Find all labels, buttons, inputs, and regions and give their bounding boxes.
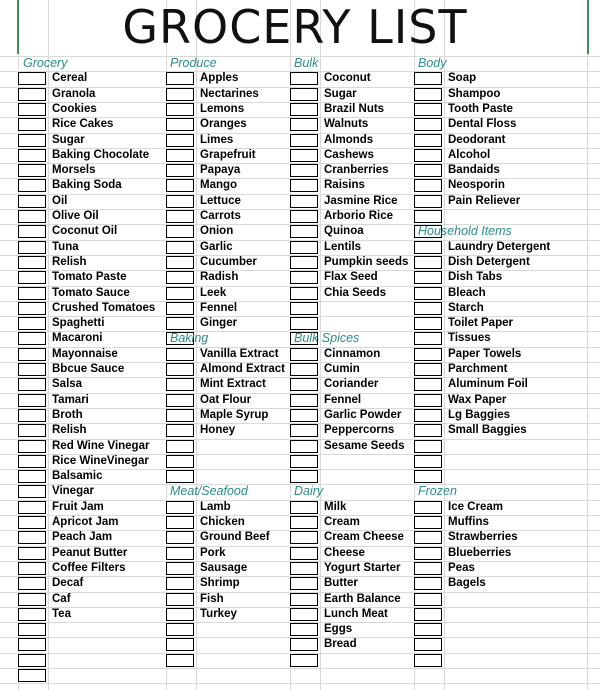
list-item: Arborio Rice	[324, 210, 394, 222]
list-item: Sesame Seeds	[324, 439, 405, 452]
list-item: Fish	[200, 592, 224, 605]
list-item: Fennel	[324, 393, 362, 406]
list-item: Butter	[324, 577, 358, 590]
checkbox[interactable]	[18, 577, 46, 590]
list-item: Peanut Butter	[52, 546, 128, 559]
list-item: Cream Cheese	[324, 531, 404, 544]
gridline-vertical	[444, 0, 445, 690]
checkbox[interactable]	[290, 256, 318, 269]
checkbox[interactable]	[290, 547, 318, 560]
list-item: Mint Extract	[200, 378, 266, 391]
checkbox[interactable]	[166, 118, 194, 131]
checkbox[interactable]	[18, 302, 46, 315]
checkbox[interactable]	[414, 72, 442, 85]
list-item: Peach Jam	[52, 531, 113, 544]
section-header: Produce	[170, 56, 217, 70]
list-item: Granola	[52, 87, 96, 100]
list-item: Limes	[200, 133, 234, 146]
checkbox[interactable]	[414, 195, 442, 208]
checkbox[interactable]	[414, 179, 442, 192]
checkbox[interactable]	[414, 332, 442, 345]
list-item: Coffee Filters	[52, 561, 126, 574]
checkbox[interactable]	[18, 271, 46, 284]
list-item: Radish	[200, 271, 239, 284]
checkbox[interactable]	[18, 608, 46, 621]
checkbox[interactable]	[18, 317, 46, 330]
checkbox[interactable]	[18, 623, 46, 636]
checkbox[interactable]	[290, 149, 318, 162]
checkbox[interactable]	[414, 531, 442, 544]
list-item: Quinoa	[324, 225, 364, 238]
list-item: Honey	[200, 424, 236, 437]
checkbox[interactable]	[166, 210, 194, 223]
checkbox[interactable]	[166, 256, 194, 269]
checkbox[interactable]	[414, 302, 442, 315]
list-item: Carrots	[200, 210, 241, 222]
checkbox[interactable]	[18, 516, 46, 529]
list-item: Lunch Meat	[324, 607, 388, 620]
list-item: Alcohol	[448, 148, 491, 161]
checkbox[interactable]	[166, 317, 194, 330]
list-item: Morsels	[52, 164, 96, 177]
checkbox[interactable]	[18, 287, 46, 300]
checkbox[interactable]	[290, 593, 318, 606]
list-item: Mango	[200, 179, 238, 192]
checkbox[interactable]	[166, 424, 194, 437]
checkbox[interactable]	[18, 547, 46, 560]
list-item: Coconut	[324, 72, 371, 85]
list-item: Macaroni	[52, 332, 103, 345]
checkbox[interactable]	[290, 241, 318, 254]
list-item: Turkey	[200, 607, 237, 620]
checkbox[interactable]	[414, 394, 442, 407]
list-item: Lentils	[324, 240, 362, 253]
checkbox[interactable]	[290, 103, 318, 116]
checkbox[interactable]	[290, 501, 318, 514]
checkbox[interactable]	[18, 72, 46, 85]
list-item: Decaf	[52, 577, 84, 590]
list-item: Paper Towels	[448, 347, 522, 360]
checkbox[interactable]	[18, 455, 46, 468]
checkbox[interactable]	[290, 118, 318, 131]
list-item: Ginger	[200, 317, 238, 330]
checkbox[interactable]	[18, 654, 46, 667]
checkbox[interactable]	[290, 608, 318, 621]
list-item: Relish	[52, 255, 87, 268]
list-item: Coriander	[324, 378, 379, 391]
list-item: Aluminum Foil	[448, 378, 528, 391]
checkbox[interactable]	[18, 378, 46, 391]
list-item: Mayonnaise	[52, 347, 118, 360]
checkbox[interactable]	[166, 179, 194, 192]
checkbox[interactable]	[18, 424, 46, 437]
list-item: Sugar	[324, 87, 357, 100]
checkbox[interactable]	[414, 134, 442, 147]
list-item: Leek	[200, 286, 227, 299]
list-item: Nectarines	[200, 87, 259, 100]
checkbox[interactable]	[166, 623, 194, 636]
list-item: Crushed Tomatoes	[52, 301, 156, 314]
list-item: Blueberries	[448, 546, 512, 559]
list-item: Jasmine Rice	[324, 194, 398, 207]
checkbox[interactable]	[414, 455, 442, 468]
checkbox[interactable]	[18, 88, 46, 101]
checkbox[interactable]	[18, 103, 46, 116]
checkbox[interactable]	[166, 378, 194, 391]
checkbox[interactable]	[414, 103, 442, 116]
list-item: Fennel	[200, 301, 238, 314]
checkbox[interactable]	[18, 363, 46, 376]
checkbox[interactable]	[414, 547, 442, 560]
list-item: Caf	[52, 592, 71, 605]
list-item: Cashews	[324, 148, 374, 161]
checkbox[interactable]	[414, 424, 442, 437]
checkbox[interactable]	[290, 455, 318, 468]
list-item: Garlic	[200, 240, 233, 253]
list-item: Parchment	[448, 363, 508, 375]
checkbox[interactable]	[290, 562, 318, 575]
checkbox[interactable]	[290, 225, 318, 238]
section-header: Body	[418, 56, 447, 70]
checkbox[interactable]	[290, 654, 318, 667]
list-item: Pumpkin seeds	[324, 255, 409, 268]
checkbox[interactable]	[414, 501, 442, 514]
checkbox[interactable]	[166, 149, 194, 162]
checkbox[interactable]	[414, 378, 442, 391]
checkbox[interactable]	[18, 562, 46, 575]
list-item: Toilet Paper	[448, 317, 513, 330]
list-item: Lettuce	[200, 194, 241, 207]
checkbox[interactable]	[290, 623, 318, 636]
section-header: Grocery	[23, 56, 68, 70]
list-item: Spaghetti	[52, 317, 105, 330]
checkbox[interactable]	[290, 440, 318, 453]
checkbox[interactable]	[290, 516, 318, 529]
checkbox[interactable]	[18, 149, 46, 162]
checkbox[interactable]	[414, 409, 442, 422]
list-item: Tissues	[448, 332, 491, 345]
list-item: Oranges	[200, 118, 247, 131]
checkbox[interactable]	[166, 455, 194, 468]
list-item: Eggs	[324, 623, 353, 636]
list-item: Apples	[200, 72, 239, 85]
checkbox[interactable]	[166, 271, 194, 284]
list-item: Cereal	[52, 72, 88, 85]
checkbox[interactable]	[18, 409, 46, 422]
checkbox[interactable]	[290, 134, 318, 147]
list-item: Walnuts	[324, 118, 369, 131]
checkbox[interactable]	[18, 669, 46, 682]
list-item: Earth Balance	[324, 592, 401, 605]
checkbox[interactable]	[166, 348, 194, 361]
checkbox[interactable]	[290, 271, 318, 284]
checkbox[interactable]	[18, 394, 46, 407]
checkbox[interactable]	[166, 225, 194, 238]
checkbox[interactable]	[414, 577, 442, 590]
checkbox[interactable]	[166, 547, 194, 560]
checkbox[interactable]	[290, 531, 318, 544]
list-item: Tooth Paste	[448, 102, 513, 115]
checkbox[interactable]	[414, 241, 442, 254]
list-item: Tomato Sauce	[52, 286, 130, 299]
list-item: Shrimp	[200, 577, 240, 590]
section-header: Frozen	[418, 484, 457, 499]
list-item: Vanilla Extract	[200, 347, 279, 360]
section-header: Baking	[170, 331, 209, 346]
checkbox[interactable]	[290, 363, 318, 376]
list-item: Flax Seed	[324, 271, 378, 284]
list-item: Laundry Detergent	[448, 240, 551, 253]
list-item: Tomato Paste	[52, 271, 127, 284]
checkbox[interactable]	[166, 516, 194, 529]
list-item: Baking Soda	[52, 179, 122, 192]
checkbox[interactable]	[414, 287, 442, 300]
list-item: Cream	[324, 516, 360, 528]
section-header: Dairy	[294, 484, 324, 499]
list-item: Apricot Jam	[52, 516, 119, 528]
list-item: Ground Beef	[200, 531, 270, 544]
checkbox[interactable]	[414, 118, 442, 131]
list-item: Lamb	[200, 500, 231, 513]
list-item: Sausage	[200, 561, 248, 574]
gridline-vertical	[48, 0, 49, 690]
checkbox[interactable]	[18, 348, 46, 361]
checkbox[interactable]	[18, 241, 46, 254]
checkbox[interactable]	[414, 638, 442, 651]
checkbox[interactable]	[18, 332, 46, 345]
checkbox[interactable]	[166, 501, 194, 514]
list-item: Bandaids	[448, 164, 500, 177]
checkbox[interactable]	[414, 348, 442, 361]
checkbox[interactable]	[290, 348, 318, 361]
checkbox[interactable]	[18, 593, 46, 606]
checkbox[interactable]	[414, 317, 442, 330]
list-item: Cinnamon	[324, 347, 381, 360]
list-item: Bleach	[448, 286, 486, 299]
list-item: Rice Cakes	[52, 118, 114, 131]
list-item: Milk	[324, 500, 347, 513]
checkbox[interactable]	[414, 363, 442, 376]
list-item: Garlic Powder	[324, 408, 402, 421]
list-item: Rice WineVinegar	[52, 454, 149, 467]
checkbox[interactable]	[166, 531, 194, 544]
checkbox[interactable]	[290, 470, 318, 483]
list-item: Vinegar	[52, 485, 94, 498]
list-item: Grapefruit	[200, 148, 256, 161]
list-item: Maple Syrup	[200, 408, 269, 421]
list-item: Tuna	[52, 240, 79, 253]
checkbox[interactable]	[18, 638, 46, 651]
checkbox[interactable]	[166, 654, 194, 667]
list-item: Yogurt Starter	[324, 561, 401, 574]
section-header: Meat/Seafood	[170, 484, 248, 499]
list-item: Balsamic	[52, 470, 103, 483]
list-item: Peppercorns	[324, 424, 395, 437]
list-item: Strawberries	[448, 531, 518, 544]
list-item: Tamari	[52, 393, 89, 406]
checkbox[interactable]	[18, 440, 46, 453]
list-item: Onion	[200, 225, 234, 238]
list-item: Neosporin	[448, 179, 505, 192]
checkbox[interactable]	[166, 608, 194, 621]
checkbox[interactable]	[166, 562, 194, 575]
checkbox[interactable]	[166, 103, 194, 116]
checkbox[interactable]	[414, 149, 442, 162]
list-item: Almond Extract	[200, 363, 285, 375]
checkbox[interactable]	[290, 88, 318, 101]
checkbox[interactable]	[414, 623, 442, 636]
checkbox[interactable]	[18, 134, 46, 147]
page-title: GROCERY LIST	[122, 0, 468, 54]
checkbox[interactable]	[166, 195, 194, 208]
list-item: Cranberries	[324, 164, 389, 177]
checkbox[interactable]	[166, 470, 194, 483]
list-item: Almonds	[324, 133, 374, 146]
list-item: Raisins	[324, 179, 365, 192]
list-item: Cumin	[324, 363, 360, 375]
checkbox[interactable]	[290, 317, 318, 330]
gridline-horizontal	[0, 683, 600, 684]
checkbox[interactable]	[290, 394, 318, 407]
list-item: Wax Paper	[448, 393, 507, 406]
list-item: Ice Cream	[448, 500, 503, 513]
checkbox[interactable]	[290, 195, 318, 208]
section-header: Bulk	[294, 56, 319, 70]
checkbox[interactable]	[414, 256, 442, 269]
checkbox[interactable]	[414, 608, 442, 621]
checkbox[interactable]	[290, 210, 318, 223]
checkbox[interactable]	[166, 638, 194, 651]
list-item: Chicken	[200, 516, 245, 528]
checkbox[interactable]	[290, 302, 318, 315]
list-item: Pork	[200, 546, 226, 559]
gridline-horizontal	[0, 668, 600, 669]
list-item: Peas	[448, 561, 475, 574]
checkbox[interactable]	[166, 287, 194, 300]
checkbox[interactable]	[18, 485, 46, 498]
checkbox[interactable]	[414, 654, 442, 667]
checkbox[interactable]	[290, 72, 318, 85]
list-item: Deodorant	[448, 133, 506, 146]
checkbox[interactable]	[18, 164, 46, 177]
checkbox[interactable]	[18, 118, 46, 131]
checkbox[interactable]	[414, 593, 442, 606]
list-item: Small Baggies	[448, 424, 527, 437]
list-item: Oil	[52, 194, 68, 207]
checkbox[interactable]	[414, 271, 442, 284]
list-item: Cookies	[52, 102, 97, 115]
list-item: Lemons	[200, 102, 245, 115]
checkbox[interactable]	[166, 164, 194, 177]
list-item: Cucumber	[200, 255, 257, 268]
list-item: Sugar	[52, 133, 85, 146]
list-item: Red Wine Vinegar	[52, 439, 150, 452]
list-item: Dental Floss	[448, 118, 517, 131]
checkbox[interactable]	[290, 378, 318, 391]
checkbox[interactable]	[290, 164, 318, 177]
section-header: Household Items	[418, 224, 512, 239]
checkbox[interactable]	[166, 577, 194, 590]
checkbox[interactable]	[290, 638, 318, 651]
checkbox[interactable]	[18, 501, 46, 514]
checkbox[interactable]	[18, 470, 46, 483]
checkbox[interactable]	[290, 577, 318, 590]
checkbox[interactable]	[414, 210, 442, 223]
checkbox[interactable]	[166, 363, 194, 376]
checkbox[interactable]	[414, 440, 442, 453]
checkbox[interactable]	[290, 179, 318, 192]
list-item: Muffins	[448, 516, 489, 528]
list-item: Salsa	[52, 378, 83, 391]
section-header: Bulk Spices	[294, 331, 360, 346]
list-item: Bbcue Sauce	[52, 363, 125, 375]
checkbox[interactable]	[414, 470, 442, 483]
checkbox[interactable]	[166, 593, 194, 606]
list-item: Dish Tabs	[448, 271, 503, 284]
list-item: Dish Detergent	[448, 255, 530, 268]
list-item: Pain Reliever	[448, 194, 521, 207]
list-item: Bread	[324, 638, 357, 651]
list-item: Soap	[448, 72, 477, 85]
checkbox[interactable]	[414, 164, 442, 177]
checkbox[interactable]	[290, 424, 318, 437]
checkbox[interactable]	[166, 302, 194, 315]
list-item: Tea	[52, 607, 71, 620]
checkbox[interactable]	[18, 195, 46, 208]
checkbox[interactable]	[18, 179, 46, 192]
checkbox[interactable]	[414, 88, 442, 101]
list-item: Baking Chocolate	[52, 148, 150, 161]
list-item: Chia Seeds	[324, 286, 386, 299]
checkbox[interactable]	[414, 516, 442, 529]
list-item: Papaya	[200, 164, 241, 177]
list-item: Fruit Jam	[52, 500, 104, 513]
checkbox[interactable]	[166, 134, 194, 147]
checkbox[interactable]	[166, 409, 194, 422]
list-item: Brazil Nuts	[324, 102, 385, 115]
checkbox[interactable]	[166, 72, 194, 85]
checkbox[interactable]	[18, 225, 46, 238]
list-item: Oat Flour	[200, 393, 252, 406]
checkbox[interactable]	[414, 562, 442, 575]
checkbox[interactable]	[166, 241, 194, 254]
checkbox[interactable]	[18, 531, 46, 544]
list-item: Coconut Oil	[52, 225, 118, 238]
list-item: Cheese	[324, 546, 365, 559]
checkbox[interactable]	[166, 394, 194, 407]
list-item: Starch	[448, 301, 484, 314]
list-item: Olive Oil	[52, 210, 99, 222]
list-item: Lg Baggies	[448, 408, 510, 421]
checkbox[interactable]	[290, 409, 318, 422]
list-item: Shampoo	[448, 87, 501, 100]
checkbox[interactable]	[166, 88, 194, 101]
checkbox[interactable]	[18, 256, 46, 269]
checkbox[interactable]	[18, 210, 46, 223]
gridline-vertical	[587, 0, 588, 690]
list-item: Relish	[52, 424, 87, 437]
list-item: Bagels	[448, 577, 486, 590]
checkbox[interactable]	[290, 287, 318, 300]
checkbox[interactable]	[166, 440, 194, 453]
list-item: Broth	[52, 408, 83, 421]
